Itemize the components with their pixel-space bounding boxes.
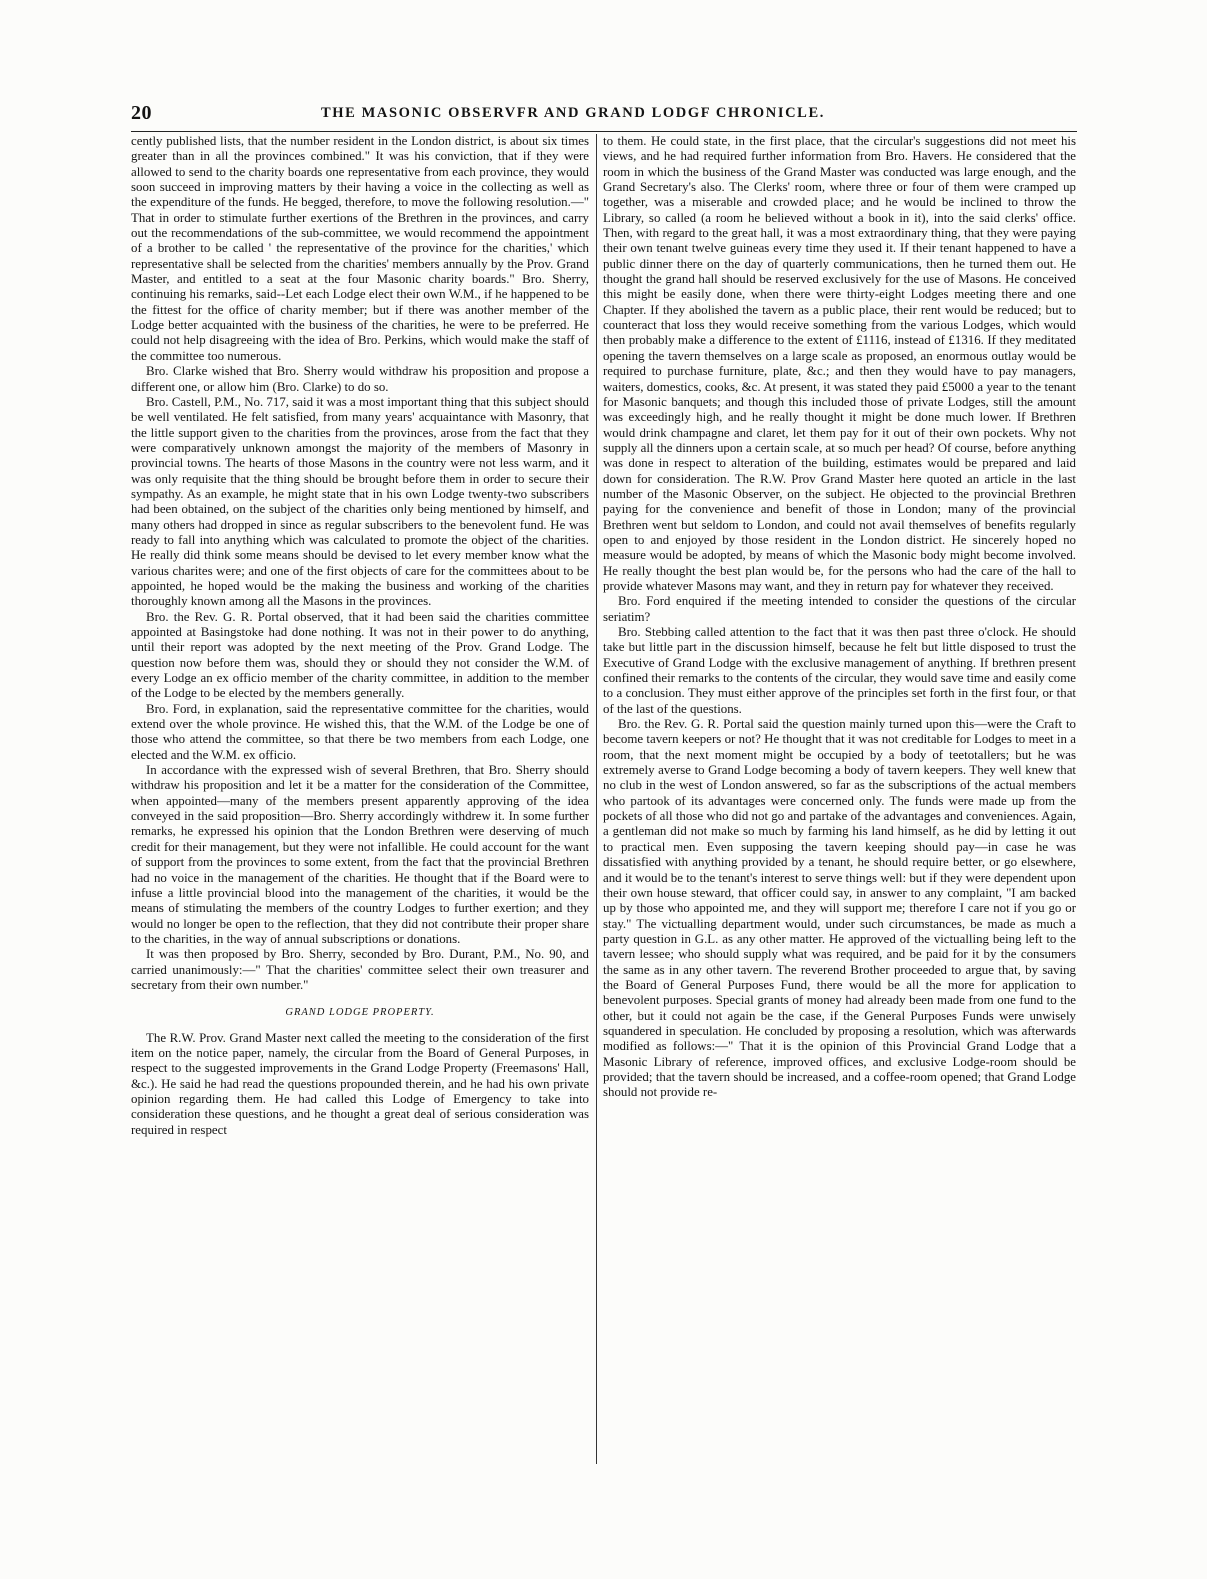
left-paragraph-7: It was then proposed by Bro. Sherry, seconded by Bro. Durant, P.M., No. 90, and carried unanimously:—" That the charities' committee select their own treasurer and secretary from their own number." — [131, 947, 589, 992]
right-paragraph-2: Bro. Ford enquired if the meeting intended to consider the questions of the circular seriatim? — [603, 594, 1076, 624]
left-paragraph-8: The R.W. Prov. Grand Master next called the meeting to the consideration of the first item on the notice paper, namely, the circular from the Board of General Purposes, in respect to the suggested improvements in the Grand Lodge Property (Freemasons' Hall, &c.). He said he had read the questions propounded therein, and he had his own private opinion regarding them. He had called this Lodge of Emergency to take into consideration these questions, and he thought a great deal of serious consideration was required in respect — [131, 1030, 589, 1137]
left-paragraph-3: Bro. Castell, P.M., No. 717, said it was a most important thing that this subject should be well ventilated. He felt satisfied, from many years' acquaintance with Masonry, that the little support given to the charities from the provinces, arose from the fact that they were comparatively unknown amongst the majority of the members of Masonry in provincial towns. The hearts of those Masons in the country were not less warm, and it was only requisite that the thing should be brought before them in order to secure their sympathy. As an example, he might state that in his own Lodge twenty-two subscribers had been obtained, on the subject of the charities only being mentioned by himself, and many others had dropped in since as regular subscribers to the benevolent fund. He was ready to fall into anything which was calculated to promote the object of the charities. He really did think some means should be devised to let every member know what the various charites were; and one of the first objects of care for the committees about to be appointed, he hoped would be the making the business and working of the charities thoroughly known among all the Masons in the provinces. — [131, 394, 589, 609]
section-heading: GRAND LODGE PROPERTY. — [285, 1007, 435, 1019]
journal-title: THE MASONIC OBSERVFR AND GRAND LODGF CHRONICLE. — [321, 105, 825, 121]
running-head — [131, 102, 1077, 128]
right-column — [603, 134, 1076, 1464]
page-number: 20 — [131, 102, 152, 124]
header-rule — [131, 131, 1077, 132]
right-paragraph-4: Bro. the Rev. G. R. Portal said the question mainly turned upon this—were the Craft to become tavern keepers or not? He thought that it was not creditable for Lodges to meet in a room, that the next moment might be occupied by a body of teetotallers; but he was extremely averse to Grand Lodge becoming a body of tavern keepers. They well knew that no club in the west of London answered, so far as the subscriptions of the actual members who partook of its advantages were concerned only. The funds were made up from the pockets of all those who did not go and partake of the advantages and conveniences. Again, a gentleman did not make so much by farming his land himself, as he did by letting it out to practical men. Even supposing the tavern keeping should pay—in case he was dissatisfied with anything provided by a tenant, he should require better, or go elsewhere, and it would be to the tenant's interest to serve things well: but if they were dependent upon their own house steward, that officer could say, in answer to any complaint, "I am backed up by those who appointed me, and they will support me; therefore I care not if you go or stay." The victualling department would, under such circumstances, be made as much a party question in G.L. as any other matter. He approved of the victualling being left to the tavern lessee; who should supply what was required, and be paid for it by the consumers the same as in any other tavern. The reverend Brother proceeded to argue that, by saving the Board of General Purposes Fund, there would be all the more for application to benevolent purposes. Special grants of money had already been made from one fund to the other, but it could not again be the case, if the General Purposes Funds were unwisely squandered in speculation. He concluded by proposing a resolution, which was afterwards modified as follows:—" That it is the opinion of this Provincial Grand Lodge that a Masonic Library of reference, improved offices, and exclusive Lodge-room should be provided; that the tavern should be increased, and a coffee-room opened; that Grand Lodge should not provide re- — [603, 717, 1076, 1100]
left-paragraph-5: Bro. Ford, in explanation, said the representative committee for the charities, would extend over the whole province. He wished this, that the W.M. of the Lodge be one of those who attend the committee, so that there be two members from each Lodge, one elected and the W.M. ex officio. — [131, 701, 589, 762]
right-paragraph-3: Bro. Stebbing called attention to the fact that it was then past three o'clock. He should take but little part in the discussion himself, because he felt but little disposed to trust the Executive of Grand Lodge with the exclusive management of anything. If brethren present confined their remarks to the contents of the circular, they would save time and easily come to a conclusion. They must either approve of the principles set forth in the first four, or that of the last of the questions. — [603, 625, 1076, 716]
left-paragraph-6: In accordance with the expressed wish of several Brethren, that Bro. Sherry should withdraw his proposition and let it be a matter for the consideration of the Committee, when appointed—many of the members present apparently approving of the idea conveyed in the said proposition—Bro. Sherry accordingly withdrew it. In some further remarks, he expressed his opinion that the London Brethren were deserving of much credit for their management, but they were not infallible. He could account for the want of support from the provinces to some extent, from the fact that the provincial Brethren had no voice in the management of the charities. He thought that if the Board were to infuse a little provincial blood into the management of the charities, it would be the means of stimulating the members of the country Lodges to further exertion; and they would no longer be open to the reflection, that they did not contribute their proper share to the charities, in the way of annual subscriptions or donations. — [131, 763, 589, 946]
left-paragraph-4: Bro. the Rev. G. R. Portal observed, that it had been said the charities committee appointed at Basingstoke had done nothing. It was not in their power to do anything, until their report was adopted by the next meeting of the Prov. Grand Lodge. The question now before them was, should they or should they not consider the W.M. of every Lodge an ex officio member of the charity committee, in addition to the member of the Lodge to be elected by the members generally. — [131, 609, 589, 701]
left-paragraph-1: cently published lists, that the number resident in the London district, is about six times greater than in all the provinces combined." It was his conviction, that if they were allowed to send to the charity boards one representative from each province, they would soon succeed in improving matters by their having a voice in the collecting as well as the expenditure of the funds. He begged, therefore, to move the following resolution.—" That in order to stimulate further exertions of the Brethren in the provinces, and carry out the recommendations of the sub-committee, we would recommend the appointment of a brother to be called ' the representative of the province for the charities,' which representative shall be selected from the charities' members annually by the Prov. Grand Master, and entitled to a seat at the four Masonic charity boards." Bro. Sherry, continuing his remarks, said--Let each Lodge elect their own W.M., if he happened to be the fittest for the office of charity member; but if there was another member of the Lodge better acquainted with the business of the charities, he were to be preferred. He could not help disagreeing with the idea of Bro. Perkins, which would make the staff of the committee too numerous. — [131, 134, 589, 363]
left-column — [131, 134, 589, 1464]
left-paragraph-2: Bro. Clarke wished that Bro. Sherry would withdraw his proposition and propose a different one, or allow him (Bro. Clarke) to do so. — [131, 364, 589, 394]
column-divider — [596, 134, 597, 1464]
right-paragraph-1: to them. He could state, in the first place, that the circular's suggestions did not meet his views, and he had required further information from Bro. Havers. He considered that the room in which the business of the Grand Master was conducted was large enough, and the Grand Secretary's also. The Clerks' room, where three or four of them were cramped up together, was a miserable and crowded place; and he would be inclined to throw the Library, so called (a room he believed without a book in it), into the said clerks' office. Then, with regard to the great hall, it was a most extraordinary thing, that they were paying their own tenant twelve guineas every time they used it. If their tenant happened to have a public dinner there on the day of quarterly communications, then he turned them out. He thought the grand hall should be reserved exclusively for the use of Masons. He conceived this might be easily done, when there were thirty-eight Lodges meeting there and one Chapter. If they abolished the tavern as a public place, their rent would be reduced; but to counteract that loss they would receive something from the various Lodges, which would then probably make a difference to the extent of £1116, instead of £1316. If they meditated opening the tavern themselves on a large scale as proposed, an enormous outlay would be required to purchase furniture, plate, &c.; and then they would have to pay managers, waiters, domestics, cooks, &c. At present, it was stated they paid £5000 a year to the tenant for Masonic banquets; and though this included those of private Lodges, still the amount was exceedingly high, and he really thought it might be done much lower. If Brethren would drink champagne and claret, let them pay for it out of their own pockets. Why not supply all the dinners upon a certain scale, at so much per head? Of course, before anything was done in respect to alteration of the building, estimates would be prepared and laid down for consideration. The R.W. Prov Grand Master here quoted an article in the last number of the Masonic Observer, on the subject. He objected to the provincial Brethren paying for the convenience and benefit of those in London; many of the provincial Brethren went but seldom to London, and could not avail themselves of benefits regularly open to and enjoyed by those resident in the London district. He sincerely hoped no measure would be adopted, by means of which the Masonic body might become involved. He really thought the best plan would be, for the persons who had the care of the hall to provide whatever Masons may want, and they in return pay for whatever they received. — [603, 134, 1076, 593]
